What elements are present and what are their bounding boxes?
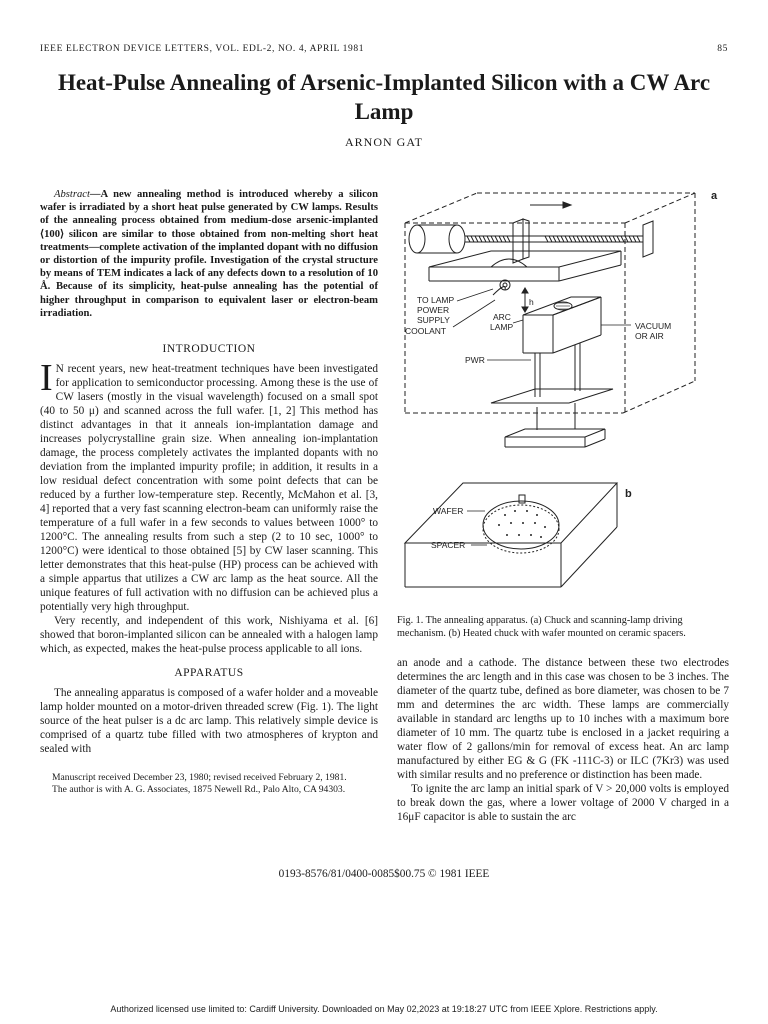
footnote-manuscript: Manuscript received December 23, 1980; revised received February 2, 1981. [52,772,347,784]
lamp-cable [493,286,505,295]
paper-title: Heat-Pulse Annealing of Arsenic-Implanted Silicon with a CW Arc Lamp [57,70,711,124]
intro-paragraph-1-text: N recent years, new heat-treatment techniques have been investigated for application to semiconductor processing. Among these is the use of CW lasers (mostly in the visual wavelength) focused on a small spot (40 to 50 μ) and scanned across the full wafer. [1, 2] This method has distinct advantages in that it anneals ion-implantation damage and increases polycrystalline grain size. When annealing ion-implantation damage, the process completely activates the implanted dopants with no deviation from the implanted impurity profile; in addition, it results in a low residual defect concentration with some point defects that can be reduced by a further low-temperature step. Recently, McMahon et al. [3, 4] reported that a very fast scanning electron-beam can uniformly raise the temperature of a full wafer in a few seconds to values between 1000° to 1200°C. The annealing results from such a step (2 to 10 sec, 1000° to 1200°C) were identical to those obtained [5] by CW laser scanning. This letter demonstrates that this heat-pulse (HP) process can be achieved with a simple appartus that utilizes a CW arc lamp as the heat source. All the unique features of full activation with no diffusion can be achieved plus a potentially very high throughput. [40,363,378,614]
label-lamp: LAMP [490,322,514,332]
figure-label-a: a [711,190,718,202]
page-number: 85 [717,44,728,54]
figure-1-apparatus-diagram [395,185,735,610]
label-vacuum: VACUUM [635,321,672,331]
label-wafer: WAFER [433,506,464,516]
label-coolant: COOLANT [405,326,447,336]
lamp-grid [556,303,570,309]
label-power: POWER [417,305,450,315]
apparatus-paragraph-1: The annealing apparatus is composed of a wafer holder and a moveable lamp holder mounted on a motor-driven threaded screw (Fig. 1). The light source of the heat pulser is a dc arc lamp. This relatively simple device is comprised of a quartz tube filled with two atmospheres of krypton and sealed with [40,687,378,756]
wafer-disk [483,495,559,553]
copyright-code: 0193-8576/81/0400-0085$00.75 © 1981 IEEE [278,868,490,880]
right-paragraph-1: an anode and a cathode. The distance between these two electrodes determines the arc length and in this case was chosen to be 3 inches. The diameter of the quartz tube, defined as bore diameter, was chosen to be 7 mm and determines the arc width. These lamps are commercially available in standard arc lengths up to 10 inches with a maximum bore diameter of 10 mm. The quartz tube is enclosed in a jacket requiring a water flow of 2 gallons/min for removal of excess heat. An arc lamp manufactured by either EG & G (FK -111C-3) or ILC (7Kr3) was used with similar results and no preference or distinction has been made. [397,657,729,781]
support-plate [491,389,613,403]
motor-cylinder [409,225,465,253]
bearing-block [643,221,653,257]
journal-header: IEEE ELECTRON DEVICE LETTERS, VOL. EDL-2, NO. 4, APRIL 1981 [40,44,365,54]
intro-paragraph-1 [40,357,378,614]
chuck-posts [535,343,580,430]
screw-nut [513,219,529,263]
direction-arrowhead [563,202,571,208]
left-column [40,188,378,796]
leader-lines-a [453,289,631,360]
threaded-screw [465,236,643,242]
right-column [397,656,729,824]
footnotes [40,772,378,796]
author-name: ARNON GAT [345,135,423,149]
figure-label-b: b [625,488,632,500]
abstract [40,188,378,320]
apparatus-heading: APPARATUS [174,667,244,680]
lamp-carriage [429,251,621,281]
right-paragraph-2: To ignite the arc lamp an initial spark of V > 20,000 volts is employed to break down the gas, where a lower voltage of 2000 V charged in a 16μF capacitor is able to sustain the arc [397,783,729,823]
wafer-dots [498,510,546,538]
h-dimension [522,288,528,312]
label-spacer: SPACER [431,540,466,550]
base-bar [505,429,605,437]
intro-paragraph-2: Very recently, and independent of this work, Nishiyama et al. [6] showed that boron-implanted silicon can be annealed with a halogen lamp which, as expected, makes the heat-pulse process applicable to all ions. [40,615,378,656]
label-pwr: PWR [465,355,485,365]
label-to-lamp: TO LAMP [417,295,455,305]
leader-lines-b [467,511,487,545]
chuck-b-block [405,483,617,587]
label-supply: SUPPLY [417,315,450,325]
introduction-heading: INTRODUCTION [162,343,256,356]
drop-cap: I [40,357,53,400]
license-footer: Authorized licensed use limited to: Cardiff University. Downloaded on May 02,2023 at 19:18:27 UTC from IEEE Xplore. Restrictions apply. [110,1004,658,1014]
abstract-label: Abstract [54,189,90,200]
footnote-affiliation: The author is with A. G. Associates, 1875 Newell Rd., Palo Alto, CA 94303. [52,783,346,795]
label-or-air: OR AIR [635,331,664,341]
figure-caption: Fig. 1. The annealing apparatus. (a) Chuck and scanning-lamp driving mechanism. (b) Heated chuck with wafer mounted on ceramic spacers. [397,615,686,639]
label-h: h [529,297,534,307]
label-arc: ARC [493,312,511,322]
heated-chuck [523,297,601,353]
abstract-text: —A new annealing method is introduced whereby a silicon wafer is irradiated by a short heat pulse generated by CW lamps. Results of the annealing process obtained from medium-dose arsenic-implanted ⟨100⟩ silicon are similar to those obtained from non-melting short heat treatments—complete activation of the implanted dopant with no diffusion or distortion of the impurity profile. Investigation of the crystal structure by means of TEM indicates a lack of any defects down to a resolution of 10 Å. Because of its simplicity, heat-pulse annealing has the potential of higher throughput in comparison to equivalent laser or electron-beam irradiation. [40,189,378,319]
